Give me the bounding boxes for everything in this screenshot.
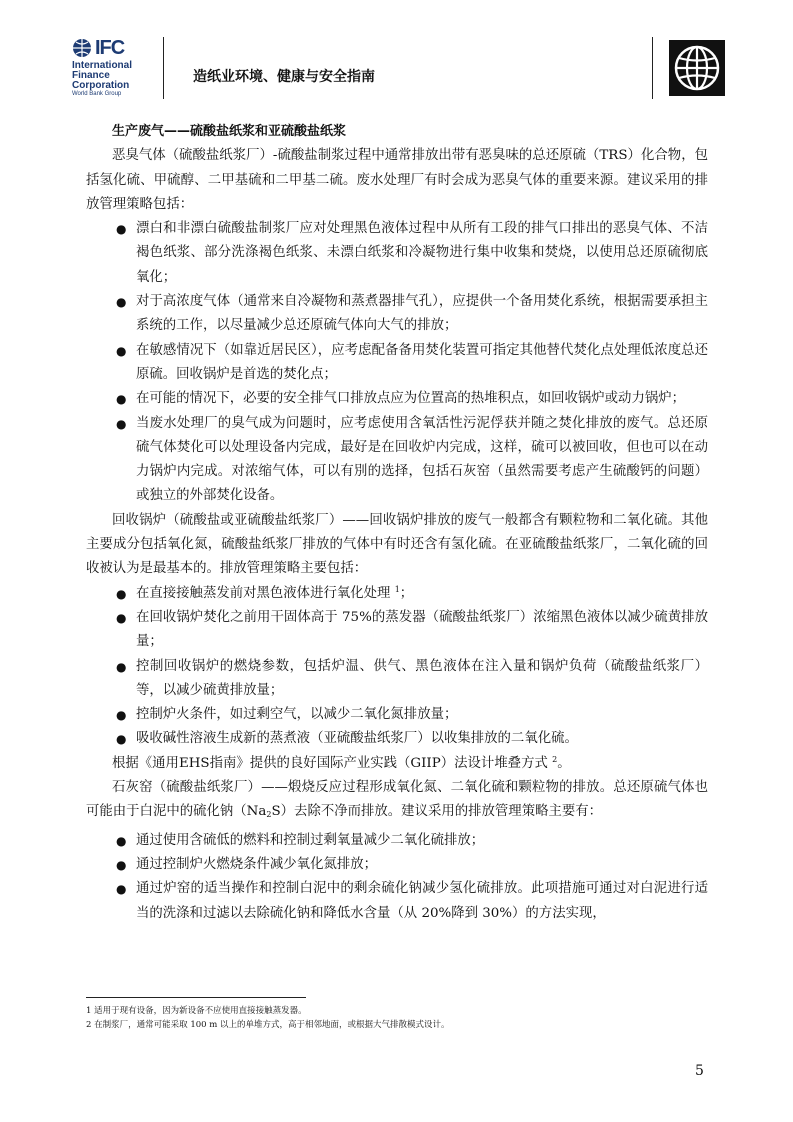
header-divider-right [652, 37, 653, 99]
world-bank-logo-icon [669, 40, 725, 96]
section-heading: 生产废气——硫酸盐纸浆和亚硫酸盐纸浆 [112, 124, 347, 139]
bullet-list-recovery-boiler [86, 582, 708, 752]
paragraph-odor-gases: 恶臭气体（硫酸盐纸浆厂）-硫酸盐制浆过程中通常排放出带有恶臭味的总还原硫（TRS）化合物，包括氢化硫、甲硫醇、二甲基硫和二甲基二硫。废水处理厂有时会成为恶臭气体的重要来源。建议采用的排放管理策略包括： [86, 148, 708, 212]
list-item: ● 当废水处理厂的臭气成为问题时，应考虑使用含氧活性污泥俘获并随之焚化排放的废气。总还原硫气体焚化可以处理设备内完成，最好是在回收炉内完成，这样，硫可以被回收，但也可以在动力锅炉内完成。对浓缩气体，可以有別的选择，包括石灰窑（虽然需要考虑产生硫酸钙的问题）或独立的外部焚化设备。 [136, 412, 708, 509]
ifc-logo [72, 38, 152, 108]
list-item: ● 漂白和非漂白硫酸盐制浆厂应对处理黑色液体过程中从所有工段的排气口排出的恶臭气体、不洁褐色纸浆、部分洗涤褐色纸浆、未漂白纸浆和冷凝物进行集中收集和焚烧，以使用总还原硫彻底氧化； [136, 217, 708, 290]
paragraph-stack-design [86, 752, 708, 776]
list-item: ● 控制炉火条件，如过剩空气，以减少二氧化氮排放量； [136, 703, 708, 727]
ifc-name-line-3: Corporation [72, 80, 130, 91]
list-item-text: 在直接接触蒸发前对黑色液体进行氧化处理 [136, 585, 391, 601]
paragraph-recovery-boiler: 回收锅炉（硫酸盐或亚硫酸盐纸浆厂）——回收锅炉排放的废气一般都含有颗粒物和二氧化硫。其他主要成分包括氧化氮，硫酸盐纸浆厂排放的气体中有时还含有氢化硫。在亚硫酸盐纸浆厂，二氧化硫的回收被认为是最基本的。排放管理策略主要包括： [86, 512, 708, 577]
document-title: 造纸业环境、健康与安全指南 [193, 69, 375, 85]
header-divider-left [163, 37, 164, 99]
page-header [0, 0, 793, 120]
ifc-globe-icon [72, 38, 92, 58]
page-number: 5 [695, 1063, 704, 1079]
footnote-separator [86, 997, 306, 998]
stack-design-end: 。 [557, 755, 571, 771]
chem-subscript: 2 [266, 810, 272, 820]
paragraph-lime-kiln [86, 776, 708, 825]
footnote-1: 1 适用于现有设备，因为新设备不应使用直接接触蒸发器。 [86, 1006, 307, 1016]
ifc-name-line-1: International [72, 60, 133, 71]
list-item: ● 通过使用含硫低的燃料和控制过剩氧量减少二氧化硫排放； [136, 829, 708, 853]
list-item: ● 在回收锅炉焚化之前用干固体高于 75%的蒸发器（硫酸盐纸浆厂）浓缩黑色液体以减少硫黄排放量； [136, 606, 708, 655]
list-item: ● 通过炉窑的适当操作和控制白泥中的剩余硫化钠减少氢化硫排放。此项措施可通过对白泥进行适当的洗涤和过滤以去除硫化钠和降低水含量（从 20%降到 30%）的方法实现， [136, 877, 708, 926]
ifc-subtitle: World Bank Group [72, 91, 122, 97]
list-item: ● 吸收碱性溶液生成新的蒸煮液（亚硫酸盐纸浆厂）以收集排放的二氧化硫。 [136, 727, 708, 751]
list-item: ● 通过控制炉火燃烧条件减少氧化氮排放； [136, 853, 708, 877]
stack-design-text: 根据《通用EHS指南》提供的良好国际产业实践（GIIP）法设计堆叠方式 [112, 755, 548, 771]
footnote-ref-1: 1 [394, 584, 400, 594]
list-item: ● 在敏感情况下（如靠近居民区），应考虑配备备用焚化装置可指定其他替代焚化点处理低浓度总还原硫。回收锅炉是首选的焚化点； [136, 339, 708, 388]
lime-kiln-text-a: 石灰窑（硫酸盐纸浆厂）——煅烧反应过程形成氧化氮、二氧化硫和颗粒物的排放。总还原硫气体也可能由于白泥中的硫化钠（Na [86, 780, 708, 820]
lime-kiln-text-b: S）去除不净而排放。建议采用的排放管理策略主要有： [271, 804, 603, 820]
footnotes [86, 1004, 726, 1032]
footnote-2: 2 在制浆厂，通常可能采取 100 m 以上的单堆方式，高于相邻地面，或根据大气排散模式设计。 [86, 1020, 450, 1030]
list-item: ● 在可能的情况下，必要的安全排气口排放点应为位置高的热堆积点，如回收锅炉或动力锅炉； [136, 387, 708, 411]
list-item: ● 在直接接触蒸发前对黑色液体进行氧化处理 $^1$； [136, 582, 708, 606]
list-item: ● 对于高浓度气体（通常来自冷凝物和蒸煮器排气孔），应提供一个备用焚化系统，根据需要承担主系统的工作，以尽量减少总还原硫气体向大气的排放； [136, 290, 708, 339]
ifc-letters: IFC [95, 37, 125, 59]
document-body [86, 120, 708, 926]
bullet-list-lime-kiln [86, 829, 708, 926]
list-item: ● 控制回收锅炉的燃烧参数，包括炉温、供气、黑色液体在注入量和锅炉负荷（硫酸盐纸浆厂）等，以减少硫黄排放量； [136, 655, 708, 704]
ifc-name-line-2: Finance [72, 70, 110, 81]
footnote-ref-2: 2 [552, 754, 558, 764]
bullet-list-odor-gases [86, 217, 708, 509]
